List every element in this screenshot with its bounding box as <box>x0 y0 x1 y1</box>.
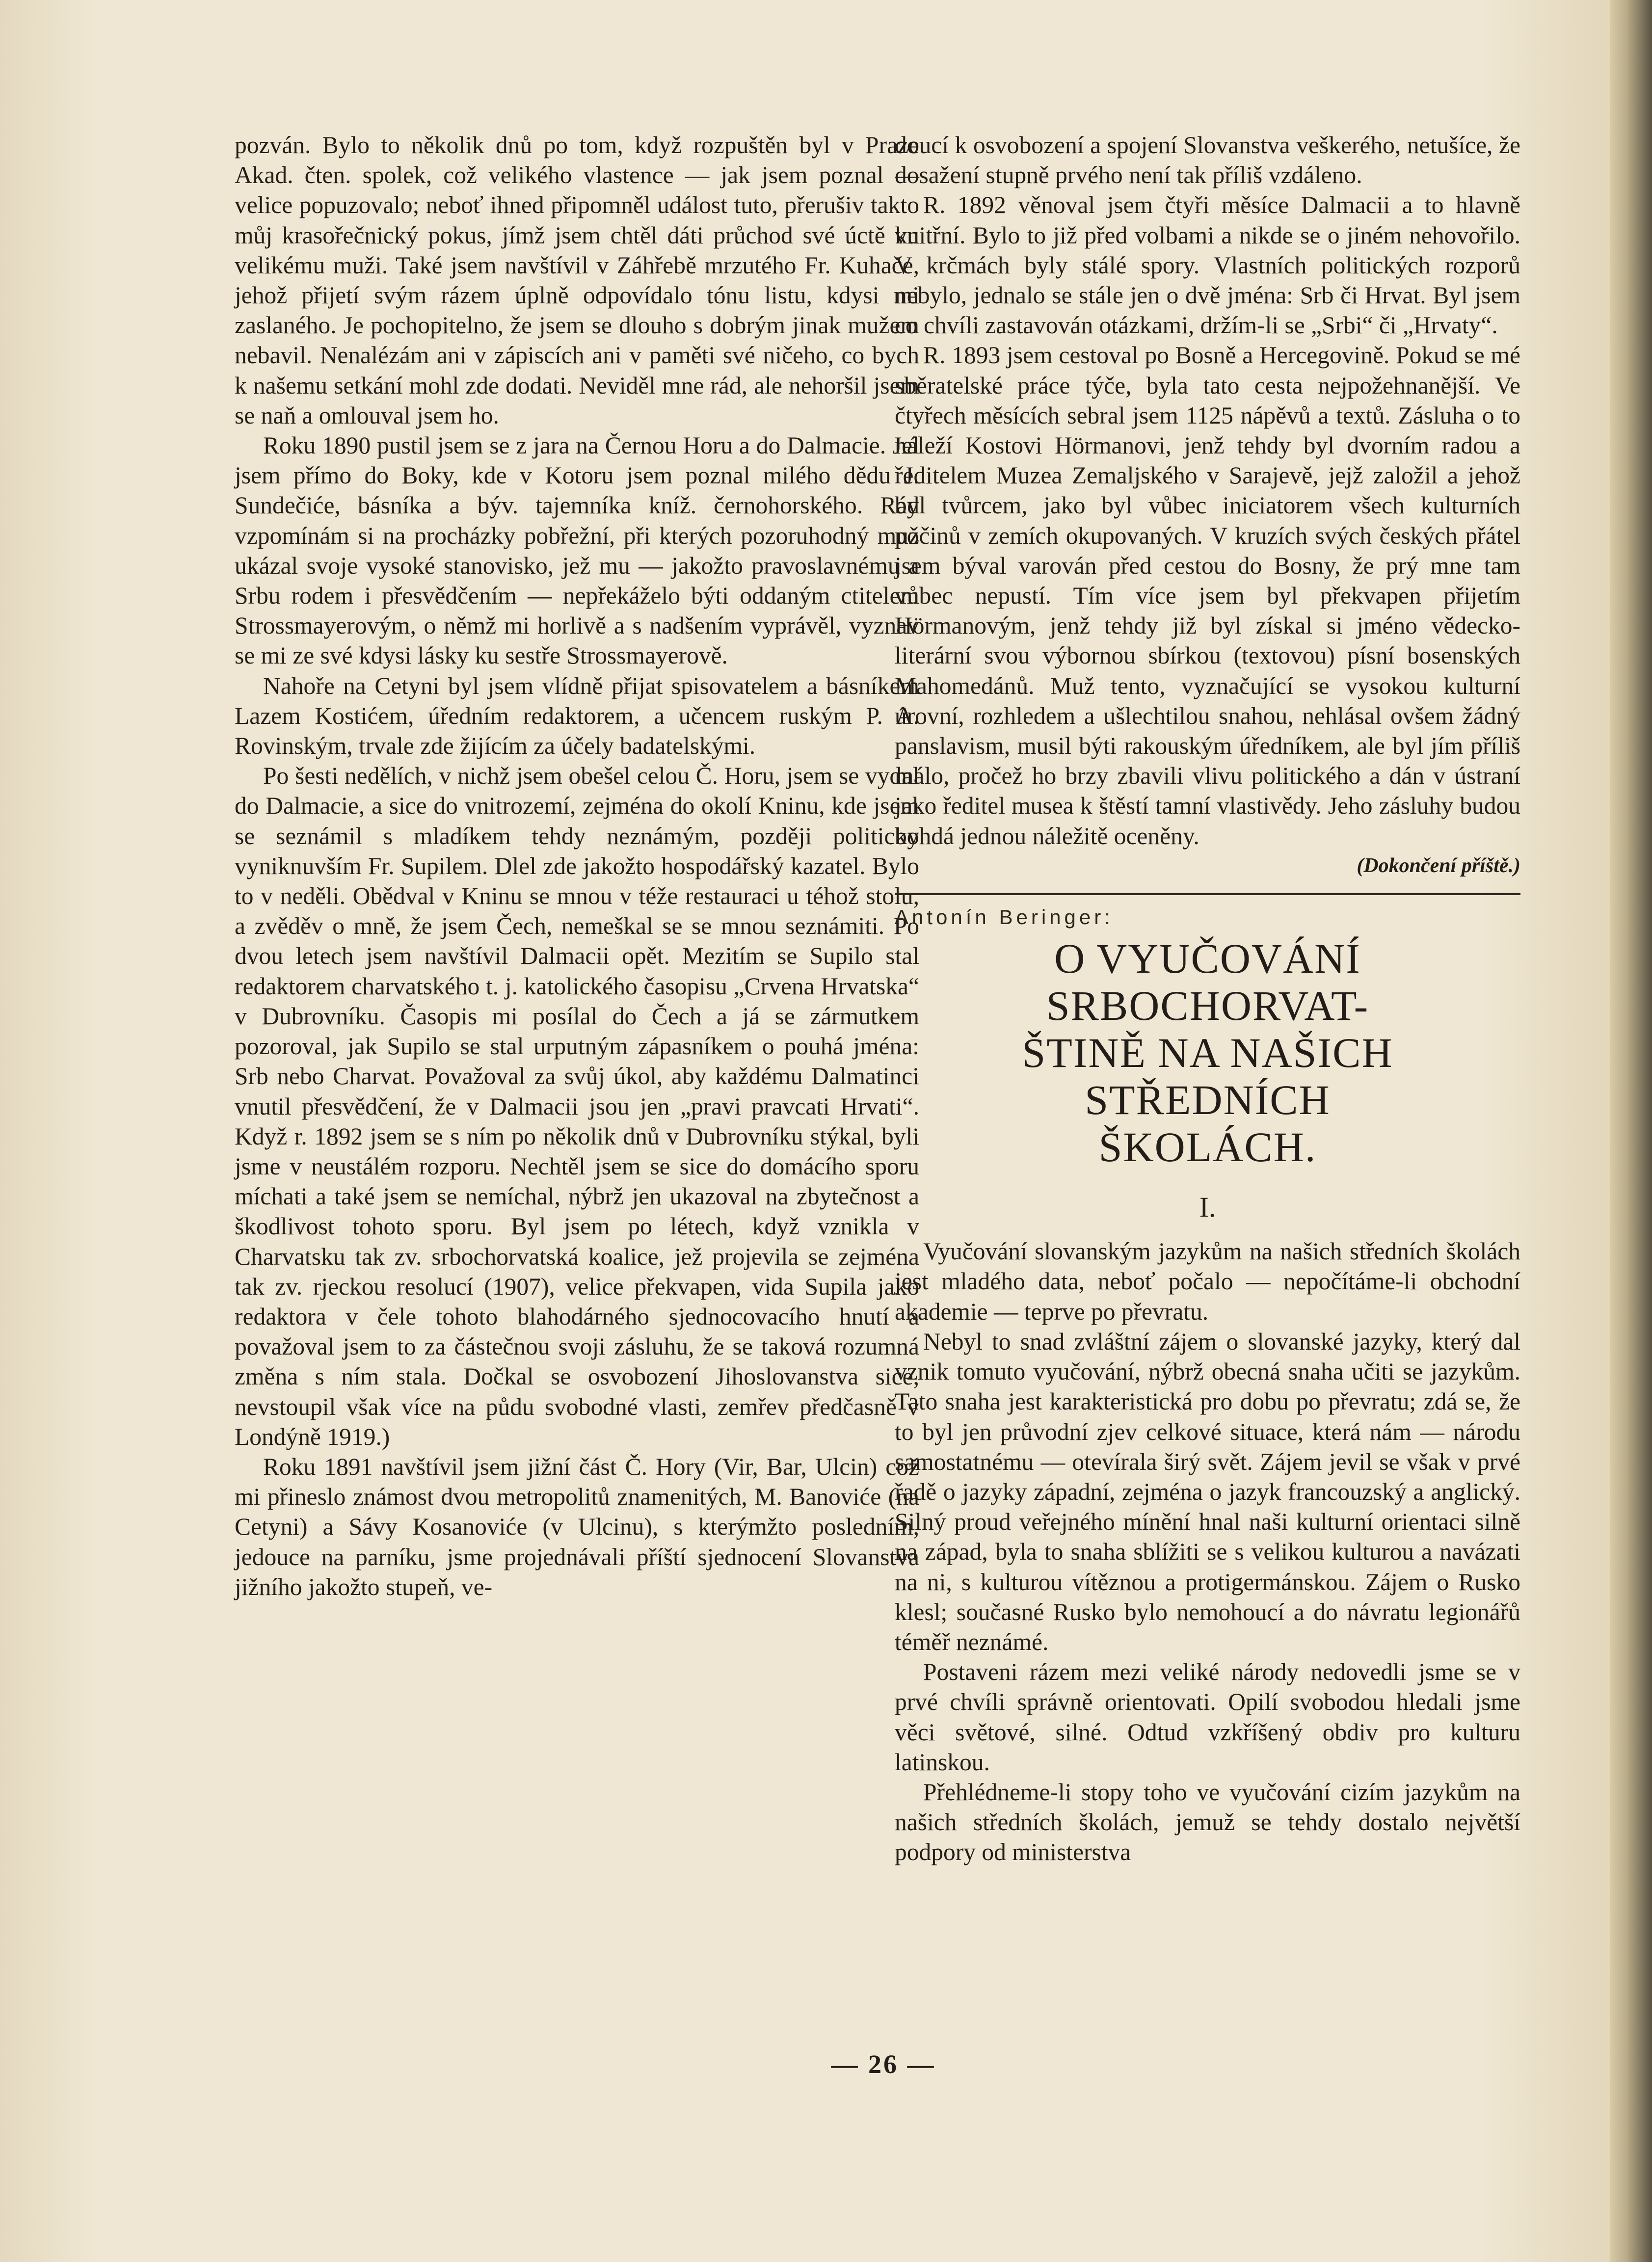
page-number: — 26 — <box>831 2049 936 2079</box>
left-paragraph-5: Roku 1891 navštívil jsem jižní část Č. Hory (Vir, Bar, Ulcin) což mi přineslo známost dvou metropolitů znamenitých, M. Banoviće (na Cetyni) a Sávy Kosanoviće (v Ulcinu), s kterýmžto posledním, jedouce na parníku, jsme projednávali příští sjednocení Slovanstva jižního jakožto stupeň, ve- <box>235 1453 919 1600</box>
section-divider <box>895 893 1520 895</box>
right-paragraph-1: doucí k osvobození a spojení Slovanstva veškerého, netušíce, že dosažení stupně prvého není tak příliš vzdáleno. <box>895 132 1520 189</box>
right-paragraph-3: R. 1893 jsem cestoval po Bosně a Hercegovině. Pokud se mé sběratelské práce týče, byla tato cesta nejpožehnanější. Ve čtyřech měsících sebral jsem 1125 nápěvů a textů. Zásluha o to náleží Kostovi Hörmanovi, jenž tehdy byl dvorním radou a ředitelem Muzea Zemaljského v Sarajevě, jejž založil a jehož byl tvůrcem, jako byl vůbec iniciatorem všech kulturních počinů v zemích okupovaných. V kruzích svých českých přátel jsem býval varován před cestou do Bosny, že prý mne tam vůbec nepustí. Tím více jsem byl překvapen přijetím Hörmanovým, jenž tehdy již byl získal si jméno vědecko-literární svou výbornou sbírkou (textovou) písní bosenských Mahomedánů. Muž tento, vyznačující se vysokou kulturní úrovní, rozhledem a ušlechtilou snahou, nehlásal ovšem žádný panslavism, musil býti rakouským úředníkem, ale byl jím příliš málo, pročež ho brzy zbavili vlivu politického a dán v ústraní jako ředitel musea k štěstí tamní vlastivědy. Jeho zásluhy budou bohdá jednou náležitě oceněny. <box>895 342 1520 850</box>
left-column <box>235 130 919 1602</box>
left-paragraph-4: Po šesti nedělích, v nichž jsem obešel celou Č. Horu, jsem se vydal do Dalmacie, a sice do vnitrozemí, zejména do okolí Kninu, kde jsem se seznámil s mladíkem tehdy neznámým, později politicky vyniknuvším Fr. Supilem. Dlel zde jakožto hospodářský kazatel. Bylo to v neděli. Obědval v Kninu se mnou v téže restauraci u téhož stolu, a zvěděv o mně, že jsem Čech, nemeškal se se mnou seznámiti. Po dvou letech jsem navštívil Dalmacii opět. Mezitím se Supilo stal redaktorem charvatského t. j. katolického časopisu „Crvena Hrvatska“ v Dubrovníku. Časopis mi posílal do Čech a já se zármutkem pozoroval, jak Supilo se stal urputným zápasníkem o pouhá jména: Srb nebo Charvat. Považoval za svůj úkol, aby každému Dalmatinci vnutil přesvědčení, že v Dalmacii jsou jen „pravi pravcati Hrvati“. Když r. 1892 jsem se s ním po několik dnů v Dubrovníku stýkal, byli jsme v neustálém rozporu. Nechtěl jsem se sice do domácího sporu míchati a také jsem se nemíchal, nýbrž jen ukazoval na zbytečnost a škodlivost tohoto sporu. Byl jsem po létech, když vznikla v Charvatsku tak zv. srbochorvatská koalice, jež projevila se zejména tak zv. rjeckou resolucí (1907), velice překvapen, vida Supila jako redaktora v čele tohoto blahodárného sjednocovacího hnutí a považoval jsem to za částečnou svoji zásluhu, že se taková rozumná změna s ním stala. Dočkal se osvobození Jihoslovanstva sice, nevstoupil však více na půdu svobodné vlasti, zemřev předčasně v Londýně 1919.) <box>235 762 919 1450</box>
article-author: Antonín Beringer: <box>895 905 1114 929</box>
article-paragraph-4: Přehlédneme-li stopy toho ve vyučování cizím jazykům na našich středních školách, jemuž se tehdy dostalo největší podpory od ministerstva <box>895 1778 1520 1866</box>
continued-note-line <box>895 851 1520 881</box>
right-column <box>895 130 1520 1867</box>
article-paragraph-1: Vyučování slovanským jazykům na našich středních školách jest mladého data, neboť počalo — nepočítáme-li obchodní akademie — teprve po převratu. <box>895 1238 1520 1325</box>
continued-note: (Dokončení příště.) <box>1357 854 1520 877</box>
left-paragraph-3: Nahoře na Cetyni byl jsem vlídně přijat spisovatelem a básníkem Lazem Kostićem, úředním redaktorem, a učencem ruským P. A. Rovinským, trvale zde žijícím za účely badatelskými. <box>235 672 919 760</box>
right-paragraph-2: R. 1892 věnoval jsem čtyři měsíce Dalmacii a to hlavně vnitřní. Bylo to již před volbami a nikde se o jiném nehovořilo. V krčmách byly stálé spory. Vlastních politických rozporů nebylo, jednalo se stále jen o dvě jména: Srb či Hrvat. Byl jsem co chvíli zastavován otázkami, držím-li se „Srbi“ či „Hrvaty“. <box>895 191 1520 339</box>
section-number: I. <box>1199 1191 1216 1224</box>
article-title-line-3: ŠKOLÁCH. <box>1098 1123 1317 1171</box>
article-title-line-1: O VYUČOVÁNÍ SRBOCHORVAT- <box>1046 935 1369 1030</box>
left-paragraph-1: pozván. Bylo to několik dnů po tom, když rozpuštěn byl v Praze Akad. čten. spolek, což velikého vlastence — jak jsem poznal — velice popuzovalo; neboť ihned připomněl událost tuto, přerušiv takto můj krasořečnický pokus, jímž jsem chtěl dáti průchod své úctě ku velikému muži. Také jsem navštívil v Záhřebě mrzutého Fr. Kuhače, jehož přijetí svým rázem úplně odpovídalo tónu listu, kdysi mi zaslaného. Je pochopitelno, že jsem se dlouho s dobrým jinak mužem nebavil. Nenalézám ani v zápiscích ani v paměti své ničeho, co bych k našemu setkání mohl zde dodati. Neviděl mne rád, ale nehoršil jsem se naň a omlouval jsem ho. <box>235 132 919 429</box>
left-paragraph-2: Roku 1890 pustil jsem se z jara na Černou Horu a do Dalmacie. Jel jsem přímo do Boky, kde v Kotoru jsem poznal milého dědu J. Sundečiće, básníka a býv. tajemníka kníž. černohorského. Rád vzpomínám si na procházky pobřežní, při kterých pozoruhodný muž ukázal svoje vysoké stanovisko, jež mu — jakožto pravoslavnému a Srbu rodem i přesvědčením — nepřekáželo býti oddaným ctitelem Strossmayerovým, o němž mi horlivě a s nadšením vyprávěl, vyznav se mi ze své kdysi lásky ku sestře Strossmayerově. <box>235 432 919 669</box>
article-title <box>895 935 1520 1171</box>
article-paragraph-3: Postaveni rázem mezi veliké národy nedovedli jsme se v prvé chvíli správně orientovati. Opilí svobodou hledali jsme věci světové, silné. Odtud vzkříšený obdiv pro kulturu latinskou. <box>895 1658 1520 1776</box>
article-paragraph-2: Nebyl to snad zvláštní zájem o slovanské jazyky, který dal vznik tomuto vyučování, nýbrž obecná snaha učiti se jazykům. Tato snaha jest karakteristická pro dobu po převratu; zdá se, že to byl jen průvodní zjev celkové situace, která nám — národu samostatnému — otevírala širý svět. Zájem jevil se však v prvé řadě o jazyky západní, zejména o jazyk francouzský a anglický. Silný proud veřejného mínění hnal naši kulturní orientaci silně na západ, byla to snaha sblížiti se s velikou kulturou a navázati na ni, s kulturou vítěznou a protigermánskou. Zájem o Rusko klesl; současné Rusko bylo nemohoucí a do návratu legionářů téměř neznámé. <box>895 1328 1520 1655</box>
article-title-line-2: ŠTINĚ NA NAŠICH STŘEDNÍCH <box>1022 1029 1393 1124</box>
book-page-edge <box>1610 0 1652 2262</box>
